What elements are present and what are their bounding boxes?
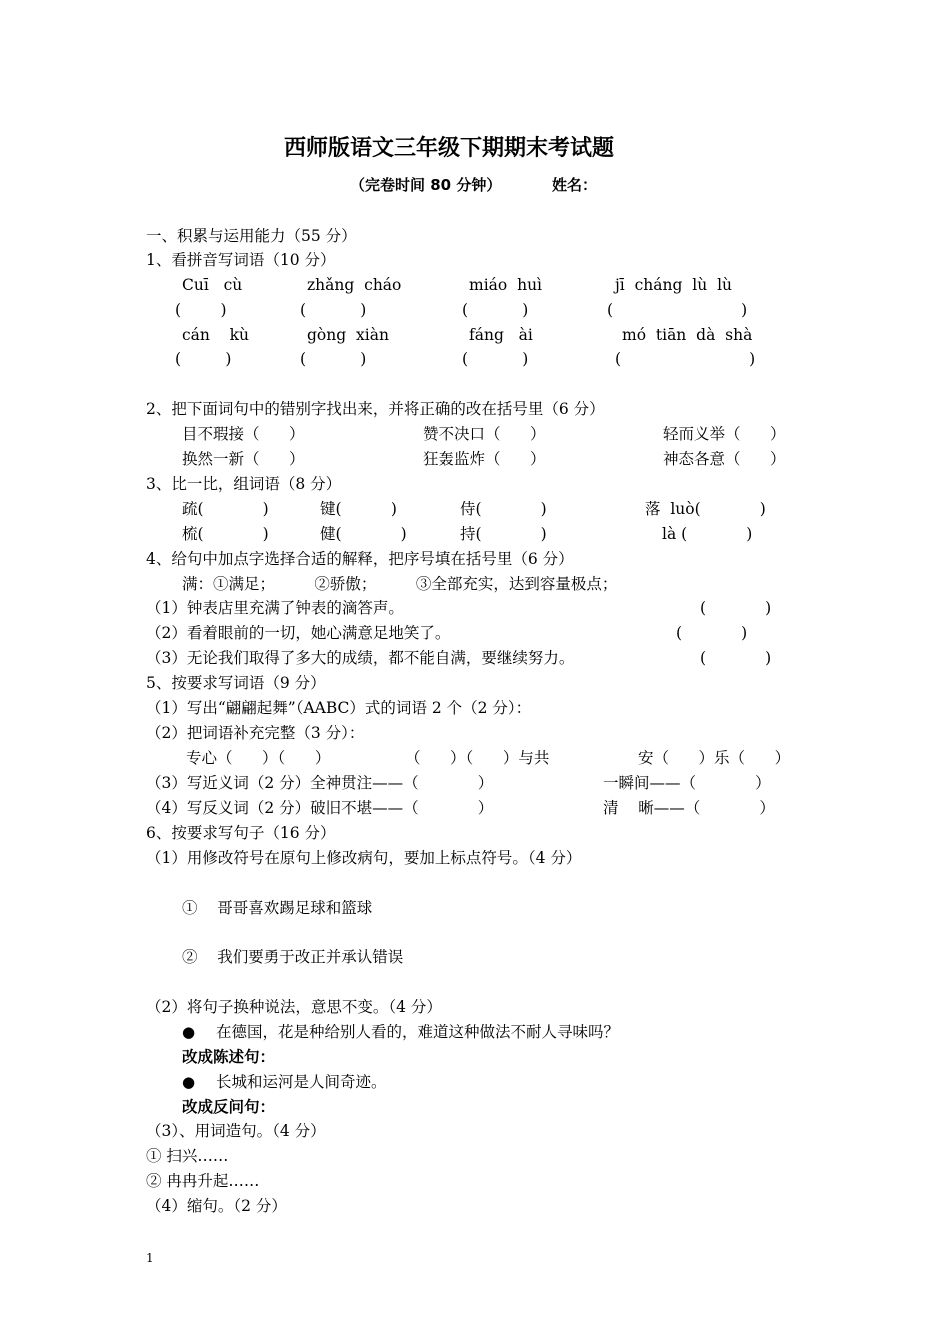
q6-part3-item: ② 冉冉升起…… (146, 1172, 260, 1190)
q1-answer-blank: ( ) (462, 350, 529, 368)
q1-answer-blank: ( ) (615, 350, 756, 368)
q4-item-blank: ( ) (700, 599, 772, 617)
q1-answer-blank: ( ) (462, 301, 529, 319)
q5-sub2-item: 专心（ ）（ ） (186, 749, 331, 767)
q5-sub3: （3）写近义词（2 分）全神贯注——（ ） (146, 774, 494, 792)
q6-part3: （3）、用词造句。（4 分） (146, 1122, 326, 1140)
q5-sub4-b: 清 晰——（ ） (603, 799, 775, 817)
q1-pinyin: mó tiān dà shà (622, 326, 753, 344)
q3-item: 梳( ) (182, 525, 269, 543)
q3-item: 持( ) (460, 525, 547, 543)
q4-item-text: （1）钟表店里充满了钟表的滴答声。 (146, 599, 404, 617)
q5-sub2-item: （ ）（ ）与共 (405, 749, 550, 767)
exam-title: 西师版语文三年级下期期末考试题 (284, 136, 615, 161)
q6-part1-item: ① 哥哥喜欢踢足球和篮球 (182, 899, 373, 917)
q6-part2-label: 改成反问句： (182, 1098, 276, 1116)
q3-item: 疏( ) (182, 500, 269, 518)
q1-answer-blank: ( ) (175, 301, 227, 319)
q3-item: 侍( ) (460, 500, 547, 518)
q1-pinyin: fáng ài (469, 326, 533, 344)
time-limit: （完卷时间 80 分钟） (350, 176, 502, 194)
q5-sub1: （1）写出“翩翩起舞”（AABC）式的词语 2 个（2 分）： (146, 699, 532, 717)
q6-part3-item: ① 扫兴…… (146, 1147, 229, 1165)
q2-item: 赞不决口（ ） (423, 425, 546, 443)
q4-item-blank: ( ) (700, 649, 772, 667)
q1-heading: 1、看拼音写词语（10 分） (146, 251, 336, 269)
q1-pinyin: zhǎng cháo (307, 276, 402, 294)
q6-part1-item: ② 我们要勇于改正并承认错误 (182, 948, 404, 966)
q1-answer-blank: ( ) (300, 301, 367, 319)
q1-answer-blank: ( ) (175, 350, 232, 368)
q4-options: 满：①满足； ②骄傲； ③全部充实，达到容量极点； (182, 575, 618, 593)
q5-sub3-b: 一瞬间——（ ） (603, 774, 771, 792)
q2-item: 目不瑕接（ ） (182, 425, 305, 443)
q3-item: 落 luò( ) (645, 500, 766, 518)
q2-item: 轻而义举（ ） (663, 425, 786, 443)
q4-item-blank: ( ) (676, 624, 748, 642)
q1-pinyin: gòng xiàn (307, 326, 389, 344)
q1-pinyin: cán kù (182, 326, 249, 344)
q4-item-text: （3）无论我们取得了多大的成绩，都不能自满，要继续努力。 (146, 649, 575, 667)
q3-heading: 3、比一比，组词语（8 分） (146, 475, 342, 493)
q6-heading: 6、按要求写句子（16 分） (146, 824, 336, 842)
name-label: 姓名： (552, 176, 598, 194)
q2-heading: 2、把下面词句中的错别字找出来，并将正确的改在括号里（6 分） (146, 400, 605, 418)
q1-answer-blank: ( ) (607, 301, 748, 319)
q1-answer-blank: ( ) (300, 350, 367, 368)
q4-item-text: （2）看着眼前的一切，她心满意足地笑了。 (146, 624, 451, 642)
q3-item: là ( ) (662, 525, 753, 543)
q3-item: 键( ) (320, 500, 397, 518)
q5-sub2-item: 安（ ）乐（ ） (638, 749, 791, 767)
q5-heading: 5、按要求写词语（9 分） (146, 674, 326, 692)
q1-pinyin: jī cháng lù lù (615, 276, 733, 294)
q5-sub4: （4）写反义词（2 分）破旧不堪——（ ） (146, 799, 494, 817)
q1-pinyin: miáo huì (469, 276, 543, 294)
section1-heading: 一、积累与运用能力（55 分） (146, 227, 357, 245)
page-number: 1 (146, 1251, 154, 1265)
q4-heading: 4、给句中加点字选择合适的解释，把序号填在括号里（6 分） (146, 550, 574, 568)
bullet-icon: ● (182, 1023, 196, 1041)
q1-pinyin: Cuī cù (182, 276, 243, 294)
q6-part1: （1）用修改符号在原句上修改病句，要加上标点符号。（4 分） (146, 849, 582, 867)
q5-sub2: （2）把词语补充完整（3 分）： (146, 724, 365, 742)
q2-item: 换然一新（ ） (182, 450, 305, 468)
bullet-icon: ● (182, 1073, 196, 1091)
q2-item: 狂轰监炸（ ） (423, 450, 546, 468)
q6-part2-item: 长城和运河是人间奇迹。 (216, 1073, 387, 1091)
q3-item: 健( ) (320, 525, 407, 543)
q6-part4: （4）缩句。（2 分） (146, 1197, 287, 1215)
q6-part2-label: 改成陈述句： (182, 1048, 276, 1066)
q6-part2: （2）将句子换种说法，意思不变。（4 分） (146, 998, 442, 1016)
q2-item: 神态各意（ ） (663, 450, 786, 468)
q6-part2-item: 在德国，花是种给别人看的，难道这种做法不耐人寻味吗？ (216, 1023, 620, 1041)
